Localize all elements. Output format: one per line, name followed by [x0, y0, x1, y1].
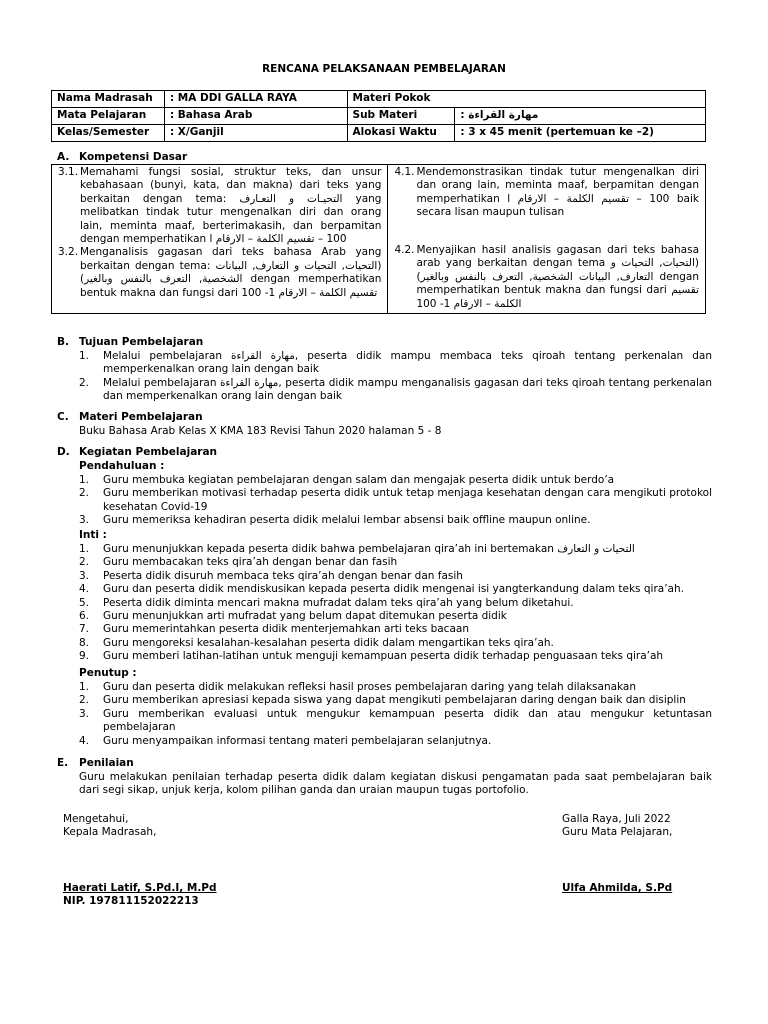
list-text: Guru menyampaikan informasi tentang materi pembelajaran selanjutnya.: [103, 734, 492, 747]
list-item: [79, 583, 712, 596]
info-table: [51, 90, 706, 142]
list-number: 3.: [79, 569, 90, 582]
list-text: Guru memberikan apresiasi kepada siswa yang dapat mengikuti pembelajaran daring dengan baik dan disiplin: [103, 694, 686, 707]
arabic-text: التحيات و التعارف: [557, 543, 635, 555]
kd-number: 4.1.: [394, 166, 415, 178]
list-item: [79, 570, 712, 583]
list-item: [79, 623, 712, 636]
list-text: Melalui pembelajaran: [103, 376, 217, 389]
list-text: Guru memberi latihan-latihan untuk menguji kemampuan peserta didik terhadap penguasaan teks qira’ah: [103, 650, 664, 663]
list-number: 1.: [79, 350, 90, 362]
section-letter: C.: [57, 411, 69, 423]
kd-item: [394, 244, 699, 311]
list-text: Guru dan peserta didik mendiskusikan kepada peserta didik mengenai isi yangterkandung dalam teks qira’ah.: [103, 583, 684, 596]
list-item: [79, 377, 712, 404]
kd-text: dengan memperhatikan bentuk makna dan fungsi dari: [416, 270, 699, 297]
arabic-text: (التحيات, التحيات و التعارف, البيانات الشخصية, التعرف بالنفس وبالغير): [416, 257, 699, 283]
penilaian-text: Guru melakukan penilaian terhadap peserta didik dalam kegiatan diskusi pengamatan pada saat pembelajaran baik dari segi sikap, unjuk kerja, kolom pilihan ganda dan uraian maupun tugas portofolio.: [79, 771, 712, 797]
list-item: [79, 350, 712, 377]
info-row: [52, 125, 706, 142]
info-label: Mata Pelajaran: [52, 108, 165, 125]
signature-right-name-block: [562, 882, 672, 895]
list-text: Peserta didik diminta mencari makna mufradat dalam teks qira’ah yang belum diketahui.: [103, 596, 574, 609]
list-item: [79, 610, 712, 623]
info-label: Sub Materi: [347, 108, 455, 125]
list-item: [79, 474, 712, 487]
info-value: [455, 108, 706, 125]
list-text: Guru memberikan motivasi terhadap peserta didik untuk tetap menjaga kesehatan dengan cara mengikuti protokol kesehatan Covid-19: [103, 487, 712, 513]
kd-number: 4.2.: [394, 244, 415, 256]
kd-text: Memahami fungsi sosial, struktur teks, dan unsur kebahasaan (bunyi, kata, dan makna) dari teks yang berkaitan dengan tema:: [80, 166, 382, 205]
signature-nip: NIP. 197811152022213: [63, 895, 199, 908]
list-number: 3.: [79, 514, 90, 527]
info-value: : Bahasa Arab: [164, 108, 347, 125]
info-value-prefix: :: [460, 109, 469, 121]
list-number: 7.: [79, 623, 90, 636]
list-number: 8.: [79, 636, 90, 649]
section-heading-e: [57, 757, 134, 770]
list-item: [79, 694, 712, 707]
kd-text: Menyajikan hasil analisis gagasan dari teks bahasa arab yang berkaitan dengan tema: [416, 244, 699, 270]
signature-right: [562, 813, 672, 840]
info-row: [52, 91, 706, 108]
list-number: 5.: [79, 596, 90, 609]
signature-caption: Mengetahui,: [63, 813, 129, 825]
kompetensi-dasar-table: [51, 164, 706, 314]
signature-name: Ulfa Ahmilda, S.Pd: [562, 882, 673, 894]
arabic-text: مهارة القراءة: [468, 109, 539, 121]
kd-item: [58, 246, 381, 300]
list-text: Peserta didik disuruh membaca teks qira’ah dengan benar dan fasih: [103, 569, 463, 582]
kd-text: dengan memperhatikan bentuk makna dan fungsi dari: [80, 273, 382, 299]
list-number: 2.: [79, 694, 90, 707]
list-text: Guru membuka kegiatan pembelajaran dengan salam dan mengajak peserta didik untuk berdo’a: [103, 474, 615, 486]
section-heading-d: [57, 446, 217, 459]
section-heading-a: [57, 151, 187, 164]
kd-text: baik secara lisan maupun tulisan: [416, 192, 699, 219]
list-number: 4.: [79, 583, 90, 596]
list-number: 4.: [79, 734, 90, 747]
section-heading-b: [57, 336, 203, 349]
list-number: 2.: [79, 487, 90, 500]
list-number: 1.: [79, 681, 90, 693]
list-item: [79, 681, 712, 694]
section-letter: B.: [57, 336, 69, 348]
list-item: [79, 556, 712, 569]
list-text: Melalui pembelajaran: [103, 350, 222, 362]
list-item: [79, 637, 712, 650]
list-item: [79, 735, 712, 748]
list-number: 9.: [79, 650, 90, 663]
signature-role: Guru Mata Pelajaran,: [562, 826, 673, 839]
signature-left: [63, 813, 156, 840]
section-title: Tujuan Pembelajaran: [79, 336, 204, 348]
info-label: Nama Madrasah: [52, 91, 165, 108]
pendahuluan-list: [79, 474, 712, 528]
arabic-text: تقسيم الكلمة – الارقام 1- 100: [241, 286, 378, 299]
signature-role: Kepala Madrasah,: [63, 826, 157, 839]
list-text: Guru dan peserta didik melakukan refleksi hasil proses pembelajaran daring yang telah dilaksanakan: [103, 681, 637, 693]
list-text: Guru membacakan teks qira’ah dengan benar dan fasih: [103, 556, 398, 569]
section-title: Materi Pembelajaran: [79, 411, 203, 423]
inti-label: Inti :: [79, 529, 107, 541]
kd-column-knowledge: [52, 165, 388, 314]
penutup-list: [79, 681, 712, 748]
inti-list: [79, 543, 712, 664]
list-item: [79, 650, 712, 663]
list-number: 2.: [79, 376, 90, 389]
kd-number: 3.1.: [58, 166, 79, 178]
tujuan-list: [79, 350, 712, 404]
arabic-text: 100 – تقسيم الكلمة – الارقام ا: [507, 192, 670, 205]
section-title: Kegiatan Pembelajaran: [79, 446, 218, 458]
section-letter: D.: [57, 446, 70, 458]
info-row: [52, 108, 706, 125]
section-heading-c: [57, 411, 203, 424]
arabic-text: التحيـات و التعـارف: [239, 192, 343, 205]
kd-item: [394, 166, 699, 244]
list-text: Guru memerintahkan peserta didik menterjemahkan arti teks bacaan: [103, 623, 469, 636]
list-number: 1.: [79, 543, 90, 555]
signature-place-date: Galla Raya, Juli 2022: [562, 813, 671, 825]
document-title: RENCANA PELAKSANAAN PEMBELAJARAN: [262, 63, 506, 75]
kd-column-skill: [388, 165, 706, 314]
list-text: , peserta didik mampu menganalisis gagasan dari teks qiroah tentang perkenalan dan memperkenalkan orang lain dengan baik: [103, 376, 712, 403]
list-number: 2.: [79, 556, 90, 569]
kd-number: 3.2.: [58, 246, 79, 259]
info-value: : 3 x 45 menit (pertemuan ke –2): [455, 125, 706, 142]
list-item: [79, 514, 712, 527]
arabic-text: مهارة القراءة: [231, 350, 295, 362]
signature-name: Haerati Latif, S.Pd.I, M.Pd: [63, 882, 217, 894]
pendahuluan-label: Pendahuluan :: [79, 460, 165, 472]
materi-text: Buku Bahasa Arab Kelas X KMA 183 Revisi Tahun 2020 halaman 5 - 8: [79, 425, 442, 437]
list-text: Guru mengoreksi kesalahan-kesalahan peserta didik dalam mengartikan teks qira’ah.: [103, 636, 554, 649]
list-item: [79, 708, 712, 735]
arabic-text: (التحيات, التحيات و التعارف, البيانات الشخصية, التعرف بالنفس وبالغير): [80, 259, 382, 286]
arabic-text: مهارة القراءة: [220, 376, 279, 389]
info-value: : X/Ganjil: [164, 125, 347, 142]
list-number: 6.: [79, 610, 90, 623]
penutup-label: Penutup :: [79, 667, 137, 679]
kd-text: yang melibatkan tindak tutur mengenalkan diri dan orang lain, meminta maaf, berterimakasih, dan berpamitan dengan memperhatikan: [80, 192, 382, 246]
section-title: Penilaian: [79, 757, 134, 769]
list-number: 3.: [79, 707, 90, 720]
list-item: [79, 543, 712, 556]
section-title: Kompetensi Dasar: [79, 151, 188, 163]
kd-text: Menganalisis gagasan dari teks bahasa Arab yang berkaitan dengan tema:: [80, 246, 382, 272]
list-item: [79, 487, 712, 514]
section-letter: A.: [57, 151, 70, 163]
list-number: 1.: [79, 474, 90, 486]
list-item: [79, 597, 712, 610]
kd-item: [58, 166, 381, 246]
info-label: Alokasi Waktu: [347, 125, 455, 142]
section-letter: E.: [57, 757, 69, 769]
info-label: Materi Pokok: [347, 91, 705, 108]
list-text: , peserta didik mampu membaca teks qiroah tentang perkenalan dan memperkenalkan orang lain dengan baik: [103, 350, 712, 376]
list-text: Guru memeriksa kehadiran peserta didik melalui lembar absensi baik offline maupun online.: [103, 514, 591, 527]
info-label: Kelas/Semester: [52, 125, 165, 142]
info-value: : MA DDI GALLA RAYA: [164, 91, 347, 108]
arabic-text: 100 – تقسيم الكلمة – الارقام ا: [209, 233, 347, 246]
arabic-text: تقسيم الكلمة – الارقام 1- 100: [416, 284, 699, 310]
signature-left-name-block: [63, 882, 217, 909]
list-text: Guru menunjukkan kepada peserta didik bahwa pembelajaran qira’ah ini bertemakan: [103, 543, 554, 555]
list-text: Guru menunjukkan arti mufradat yang belum dapat ditemukan peserta didik: [103, 610, 507, 623]
list-text: Guru memberikan evaluasi untuk mengukur kemampuan peserta didik dan atau mengukur ketuntasan pembelajaran: [103, 707, 712, 734]
kd-text: Mendemonstrasikan tindak tutur mengenalkan diri dan orang lain, meminta maaf, berpamitan dengan memperhatikan: [416, 166, 699, 205]
